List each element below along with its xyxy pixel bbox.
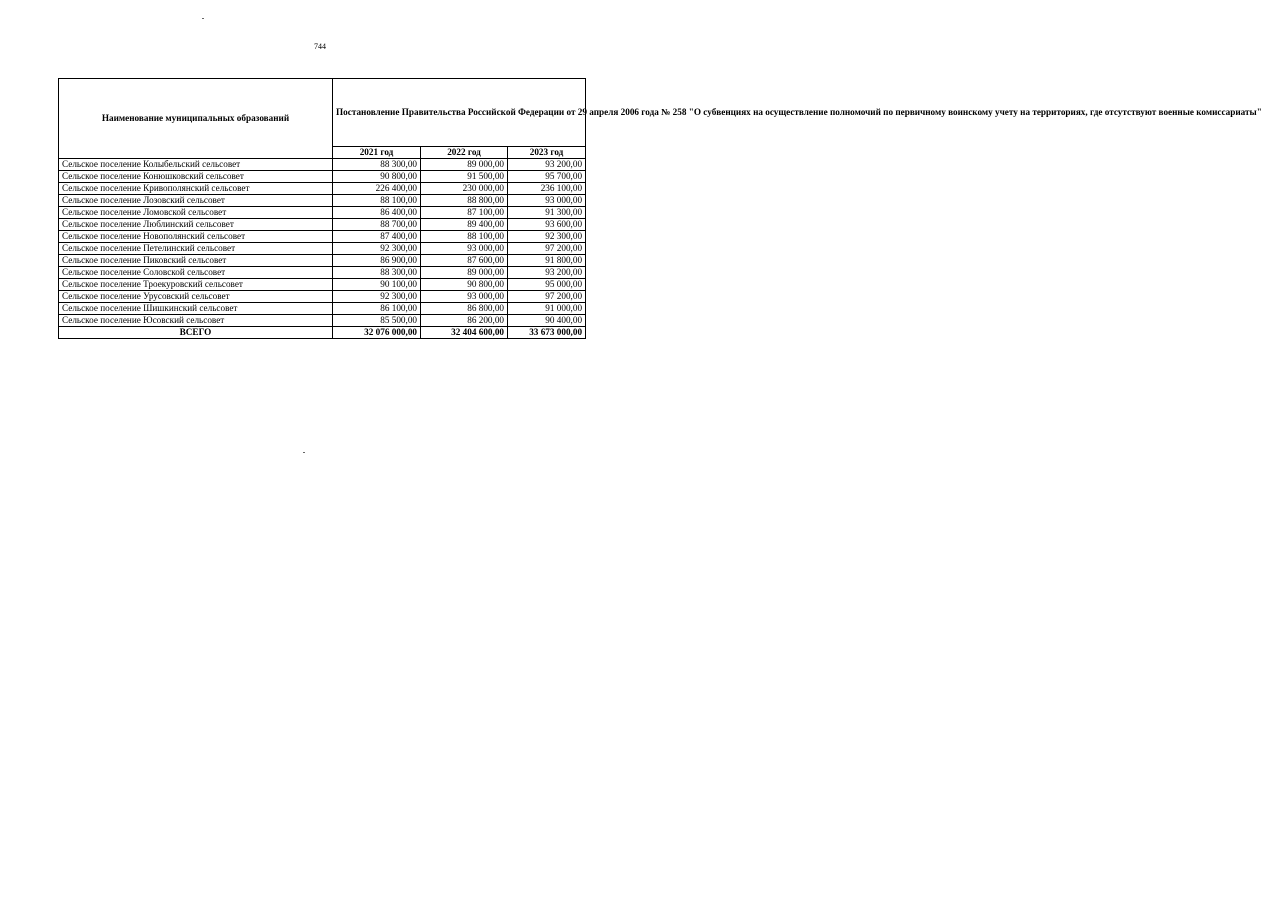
amount-cell: 93 600,00	[508, 219, 586, 231]
total-label: ВСЕГО	[59, 327, 333, 339]
table-row	[59, 243, 586, 255]
amount-cell: 236 100,00	[508, 183, 586, 195]
amount-cell: 92 300,00	[333, 243, 421, 255]
table-row	[59, 231, 586, 243]
amount-cell: 86 900,00	[333, 255, 421, 267]
year-header: 2022 год	[421, 147, 508, 159]
amount-cell: 93 000,00	[421, 243, 508, 255]
amount-cell: 92 300,00	[333, 291, 421, 303]
table-body	[59, 159, 586, 339]
municipality-name: Сельское поселение Конюшковский сельсовет	[59, 171, 333, 183]
table-row	[59, 291, 586, 303]
table-row	[59, 171, 586, 183]
table-row	[59, 279, 586, 291]
municipality-name: Сельское поселение Урусовский сельсовет	[59, 291, 333, 303]
amount-cell: 85 500,00	[333, 315, 421, 327]
municipality-name: Сельское поселение Ломовской сельсовет	[59, 207, 333, 219]
municipality-name: Сельское поселение Люблинский сельсовет	[59, 219, 333, 231]
amount-cell: 93 200,00	[508, 267, 586, 279]
amount-cell: 88 300,00	[333, 267, 421, 279]
decree-header: Постановление Правительства Российской Федерации от 29 апреля 2006 года № 258 "О субвенциях на осуществление полномочий по первичному воинскому учету на территориях, где отсутствуют военные комиссариаты"	[333, 79, 586, 147]
amount-cell: 97 200,00	[508, 291, 586, 303]
page-number: 744	[314, 42, 326, 51]
scan-dot	[202, 18, 204, 19]
amount-cell: 87 400,00	[333, 231, 421, 243]
municipality-name: Сельское поселение Шишкинский сельсовет	[59, 303, 333, 315]
amount-cell: 86 400,00	[333, 207, 421, 219]
year-header: 2023 год	[508, 147, 586, 159]
municipality-name: Сельское поселение Лозовский сельсовет	[59, 195, 333, 207]
amount-cell: 89 000,00	[421, 159, 508, 171]
municipality-name: Сельское поселение Новополянский сельсовет	[59, 231, 333, 243]
municipality-name: Сельское поселение Кривополянский сельсовет	[59, 183, 333, 195]
amount-cell: 88 100,00	[421, 231, 508, 243]
table-row	[59, 315, 586, 327]
table-row	[59, 255, 586, 267]
municipality-name: Сельское поселение Юсовский сельсовет	[59, 315, 333, 327]
amount-cell: 90 800,00	[421, 279, 508, 291]
amount-cell: 91 300,00	[508, 207, 586, 219]
amount-cell: 95 700,00	[508, 171, 586, 183]
table-row	[59, 195, 586, 207]
amount-cell: 92 300,00	[508, 231, 586, 243]
amount-cell: 88 100,00	[333, 195, 421, 207]
municipality-name: Сельское поселение Колыбельский сельсовет	[59, 159, 333, 171]
amount-cell: 87 600,00	[421, 255, 508, 267]
amount-cell: 88 800,00	[421, 195, 508, 207]
municipality-name-header: Наименование муниципальных образований	[59, 79, 333, 159]
amount-cell: 93 000,00	[421, 291, 508, 303]
amount-cell: 93 000,00	[508, 195, 586, 207]
municipality-name: Сельское поселение Соловской сельсовет	[59, 267, 333, 279]
amount-cell: 86 800,00	[421, 303, 508, 315]
amount-cell: 97 200,00	[508, 243, 586, 255]
table-row	[59, 267, 586, 279]
year-header: 2021 год	[333, 147, 421, 159]
amount-cell: 89 400,00	[421, 219, 508, 231]
amount-cell: 91 500,00	[421, 171, 508, 183]
scan-dot	[303, 452, 305, 453]
amount-cell: 230 000,00	[421, 183, 508, 195]
table-row	[59, 183, 586, 195]
amount-cell: 93 200,00	[508, 159, 586, 171]
amount-cell: 86 100,00	[333, 303, 421, 315]
amount-cell: 91 000,00	[508, 303, 586, 315]
table-row	[59, 159, 586, 171]
amount-cell: 90 400,00	[508, 315, 586, 327]
amount-cell: 90 800,00	[333, 171, 421, 183]
amount-cell: 88 700,00	[333, 219, 421, 231]
municipality-name: Сельское поселение Петелинский сельсовет	[59, 243, 333, 255]
amount-cell: 89 000,00	[421, 267, 508, 279]
amount-cell: 86 200,00	[421, 315, 508, 327]
amount-cell: 226 400,00	[333, 183, 421, 195]
subvention-table	[58, 78, 1262, 339]
total-amount-cell: 32 404 600,00	[421, 327, 508, 339]
amount-cell: 95 000,00	[508, 279, 586, 291]
municipality-name: Сельское поселение Пиковский сельсовет	[59, 255, 333, 267]
amount-cell: 88 300,00	[333, 159, 421, 171]
amount-cell: 87 100,00	[421, 207, 508, 219]
table-row	[59, 207, 586, 219]
total-amount-cell: 33 673 000,00	[508, 327, 586, 339]
amount-cell: 91 800,00	[508, 255, 586, 267]
table-row	[59, 219, 586, 231]
table-row	[59, 303, 586, 315]
municipality-name: Сельское поселение Троекуровский сельсовет	[59, 279, 333, 291]
total-amount-cell: 32 076 000,00	[333, 327, 421, 339]
amount-cell: 90 100,00	[333, 279, 421, 291]
total-row	[59, 327, 586, 339]
